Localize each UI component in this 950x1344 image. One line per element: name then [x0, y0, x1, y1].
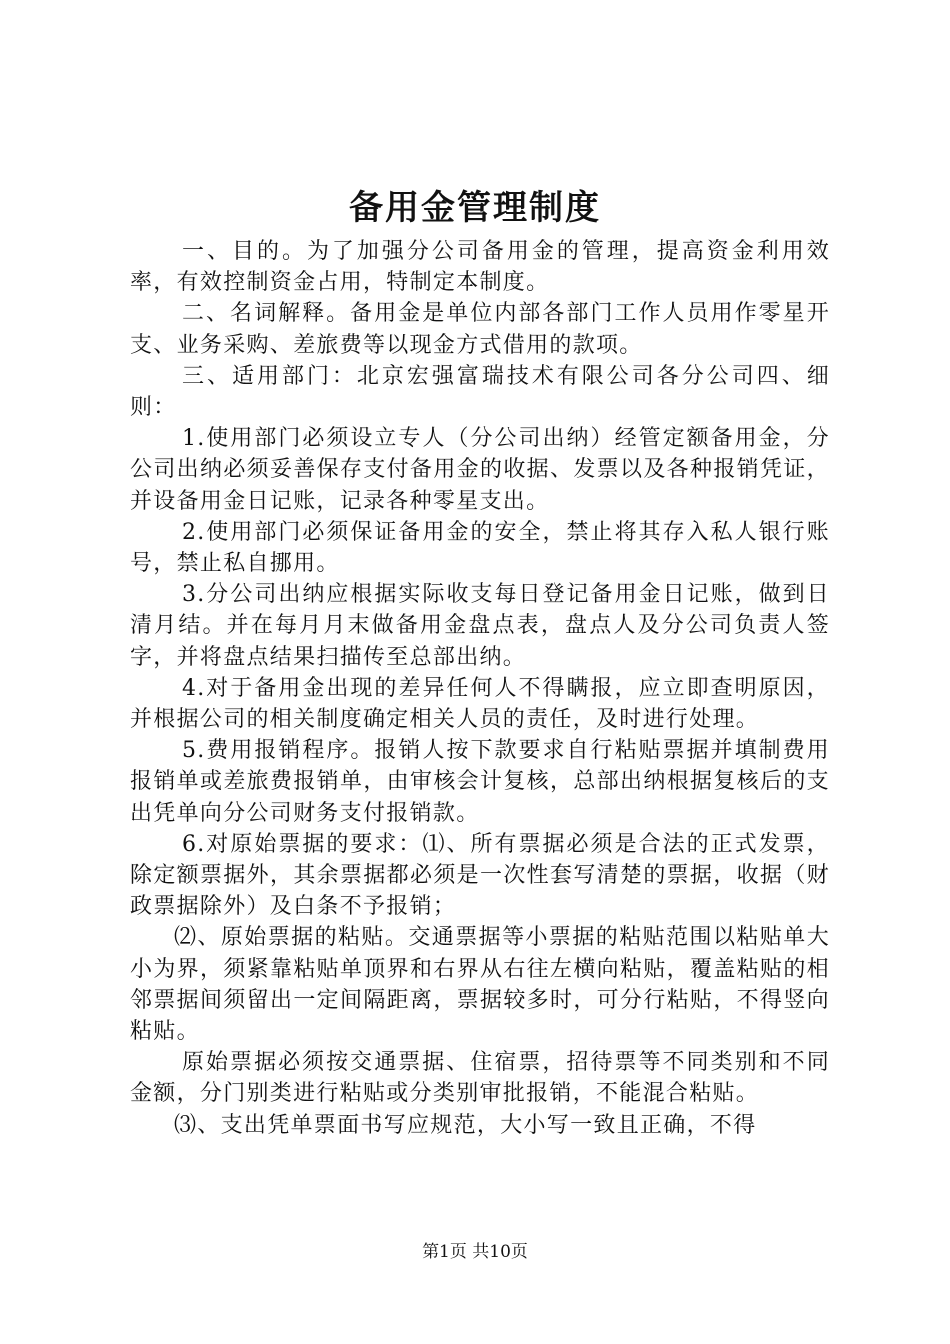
- paragraph-rule-1: 1.使用部门必须设立专人（分公司出纳）经管定额备用金，分公司出纳必须妥善保存支付备用金的收据、发票以及各种报销凭证，并设备用金日记账，记录各种零星支出。: [130, 426, 830, 514]
- paragraph-receipt-classification: 原始票据必须按交通票据、住宿票，招待票等不同类别和不同金额，分门别类进行粘贴或分类别审批报销，不能混合粘贴。: [130, 1050, 830, 1107]
- paragraph-scope: 三、适用部门：北京宏强富瑞技术有限公司各分公司四、细则：: [130, 363, 830, 421]
- paragraph-definition: 二、名词解释。备用金是单位内部各部门工作人员用作零星开支、业务采购、差旅费等以现金方式借用的款项。: [130, 301, 830, 358]
- page-number-footer: 第1页 共10页: [422, 1242, 528, 1262]
- paragraph-rule-2: 2.使用部门必须保证备用金的安全，禁止将其存入私人银行账号，禁止私自挪用。: [130, 519, 830, 577]
- paragraph-rule-6-item-3: ⑶、支出凭单票面书写应规范，大小写一致且正确，不得: [174, 1112, 757, 1138]
- paragraph-purpose: 一、目的。为了加强分公司备用金的管理，提高资金利用效率，有效控制资金占用，特制定本制度。: [130, 239, 830, 296]
- paragraph-rule-6-item-2: ⑵、原始票据的粘贴。交通票据等小票据的粘贴范围以粘贴单大小为界，须紧靠粘贴单顶界和右界从右往左横向粘贴，覆盖粘贴的相邻票据间须留出一定间隔距离，票据较多时，可分行粘贴，不得竖向粘贴。: [130, 925, 830, 1045]
- paragraph-rule-4: 4.对于备用金出现的差异任何人不得瞒报，应立即查明原因，并根据公司的相关制度确定相关人员的责任，及时进行处理。: [130, 675, 830, 733]
- paragraph-rule-3: 3.分公司出纳应根据实际收支每日登记备用金日记账，做到日清月结。并在每月月末做备用金盘点表，盘点人及分公司负责人签字，并将盘点结果扫描传至总部出纳。: [130, 582, 830, 670]
- paragraph-rule-5: 5.费用报销程序。报销人按下款要求自行粘贴票据并填制费用报销单或差旅费报销单，由审核会计复核，总部出纳根据复核后的支出凭单向分公司财务支付报销款。: [130, 738, 830, 826]
- document-title: 备用金管理制度: [349, 188, 601, 228]
- document-body: [130, 236, 830, 1141]
- paragraph-rule-6: 6.对原始票据的要求：⑴、所有票据必须是合法的正式发票，除定额票据外，其余票据都必须是一次性套写清楚的票据，收据（财政票据除外）及白条不予报销；: [130, 831, 830, 920]
